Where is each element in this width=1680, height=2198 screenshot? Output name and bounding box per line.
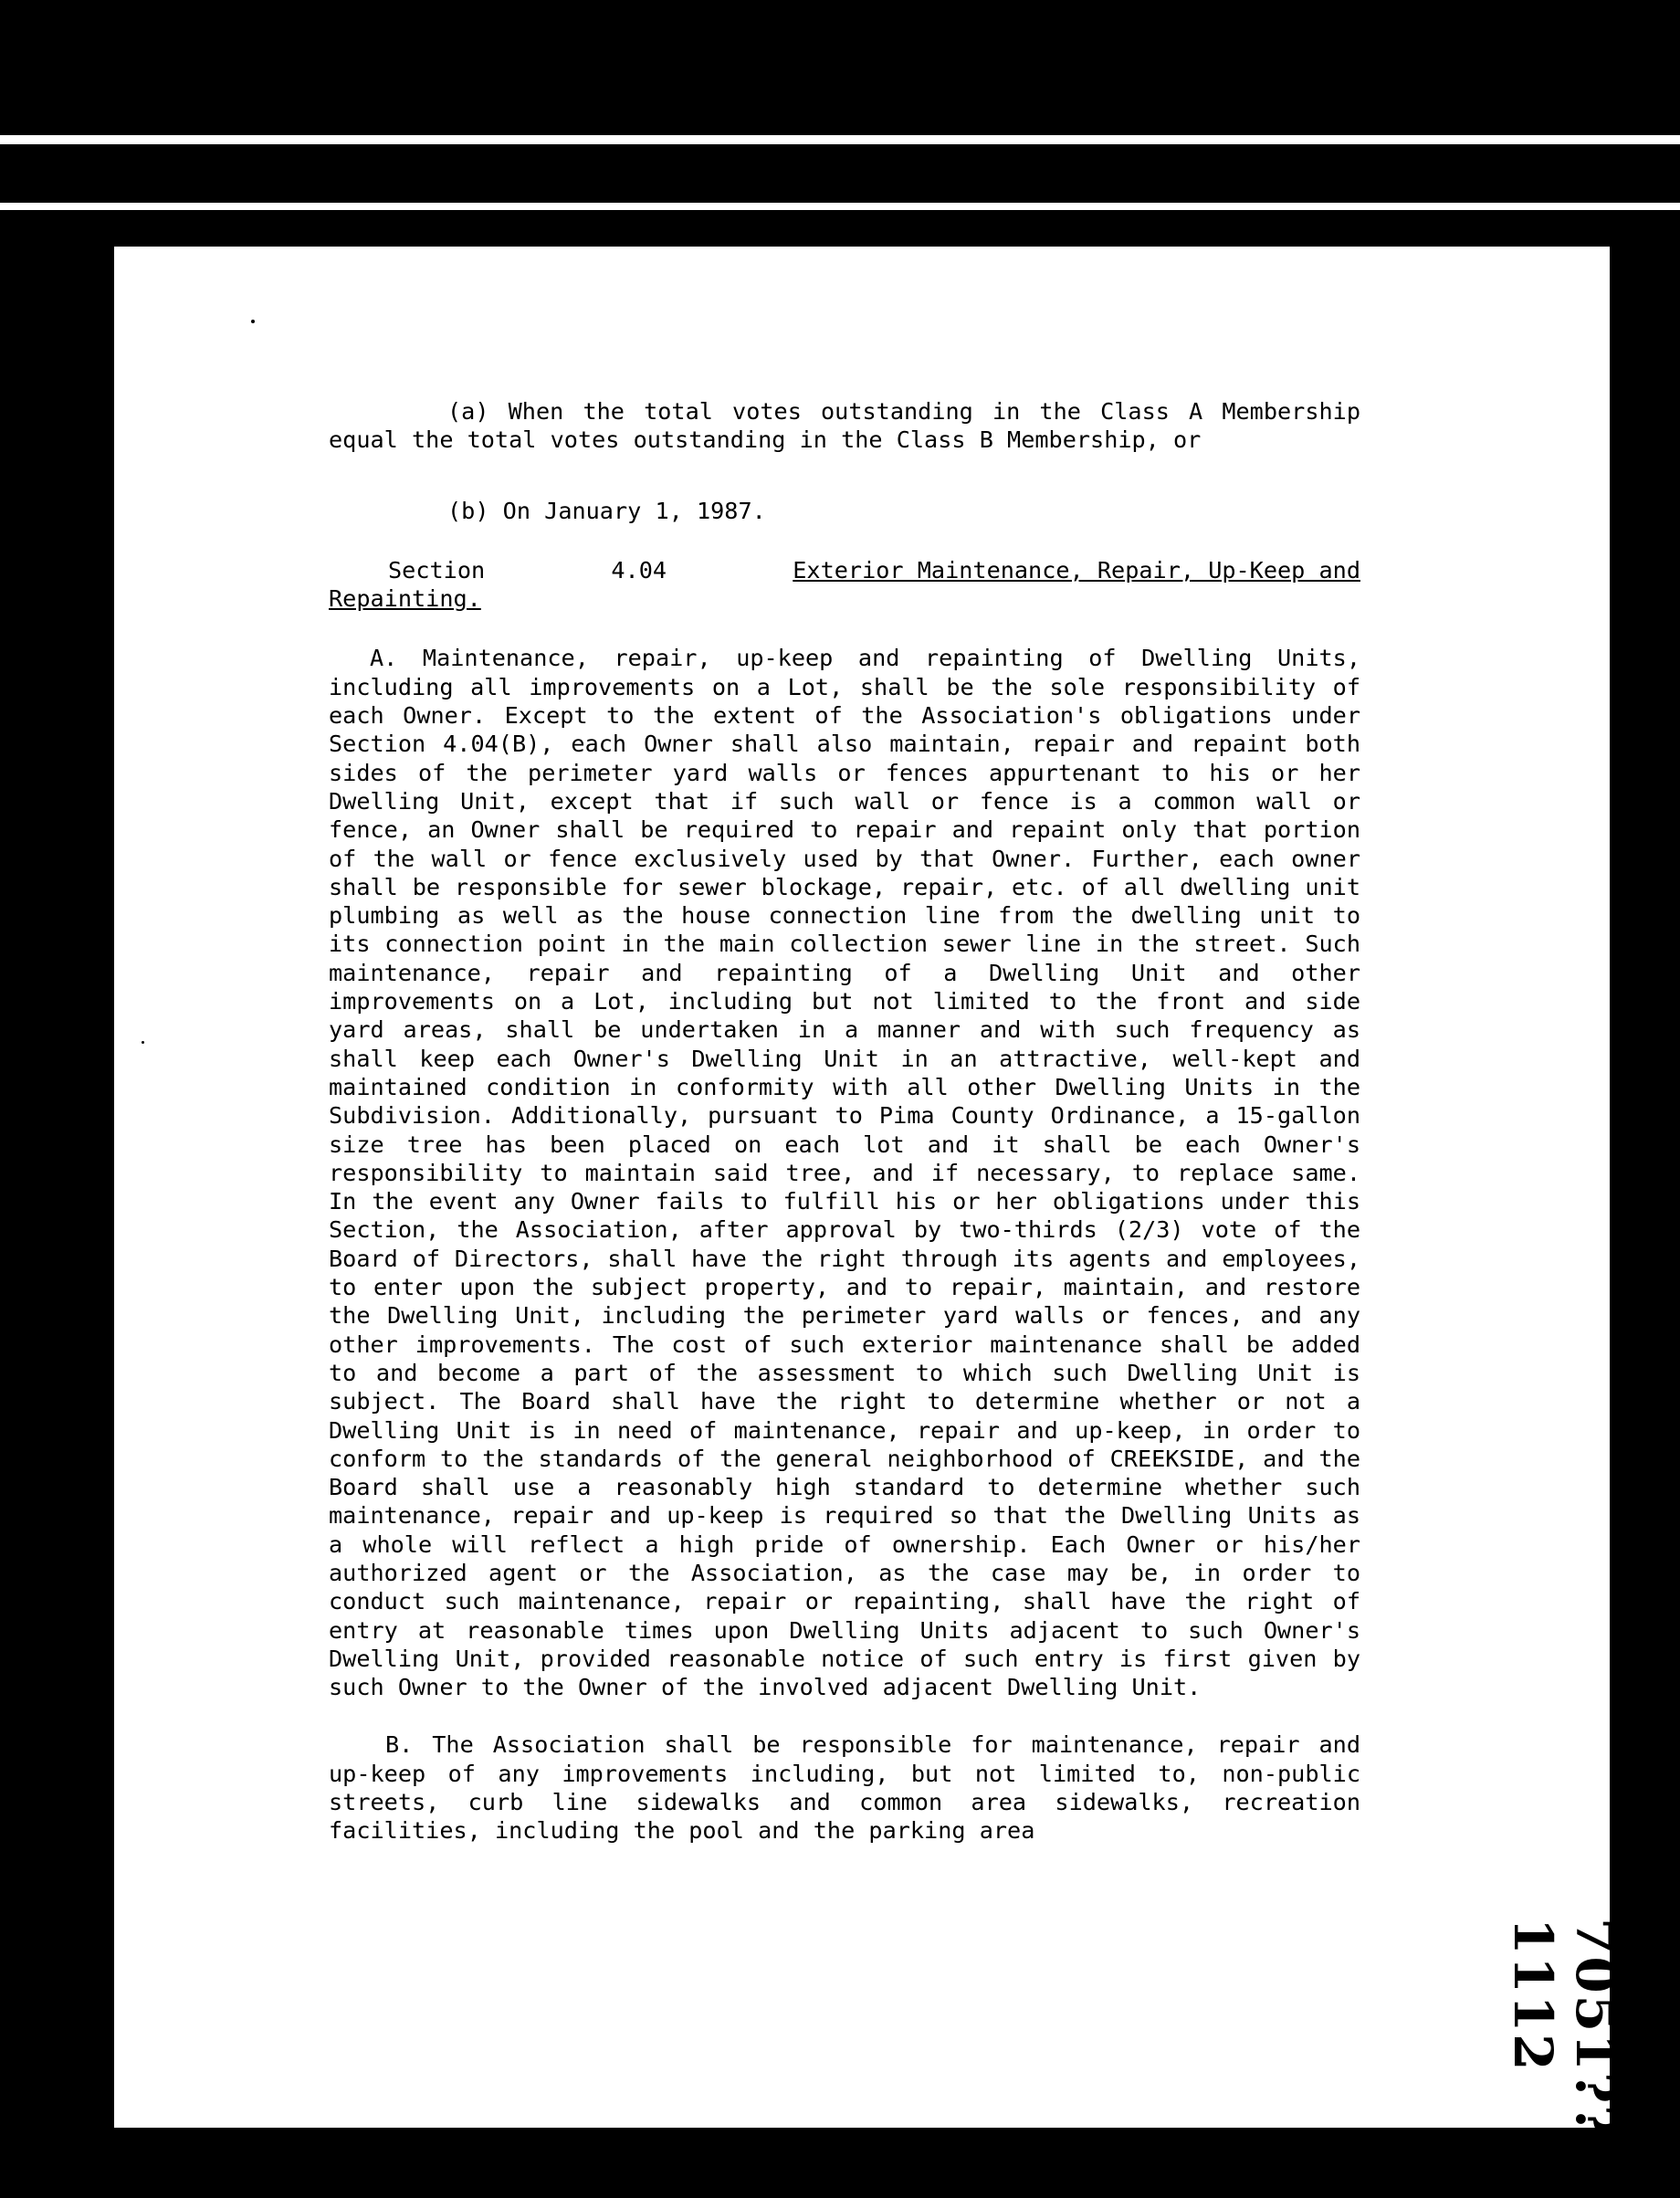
section-heading	[329, 556, 1360, 584]
scan-border-strip-lower	[0, 203, 1680, 210]
document-body	[329, 397, 1360, 1846]
clause-a: (a) When the total votes outstanding in the Class A Membership equal the total votes outstanding in the Class B Membership, or	[329, 398, 1360, 454]
subsection-b: B. The Association shall be responsible for maintenance, repair and up-keep of any improvements including, but not limited to, non-public streets, curb line sidewalks and common area sidewalks, recreation facilities, including the pool and the parking area	[329, 1731, 1360, 1845]
page-number: -11-	[833, 2171, 891, 2198]
clause-b: (b) On January 1, 1987.	[447, 497, 766, 524]
scan-speck	[142, 1041, 144, 1044]
section-title-continued: Repainting.	[329, 585, 481, 613]
document-control-stamp: 7051??1112	[1502, 1918, 1626, 2139]
scan-speck	[251, 320, 255, 323]
document-page	[114, 247, 1626, 2198]
section-number: 4.04	[611, 556, 667, 584]
subsection-a: A. Maintenance, repair, up-keep and repainting of Dwelling Units, including all improvements on a Lot, shall be the sole responsibility of each Owner. Except to the extent of the Association's obligations under Section 4.04(B), each Owner shall also maintain, repair and repaint both sides of the perimeter yard walls or fences appurtenant to his or her Dwelling Unit, except that if such wall or fence is a common wall or fence, an Owner shall be required to repair and repaint only that portion of the wall or fence exclusively used by that Owner. Further, each owner shall be responsible for sewer blockage, repair, etc. of all dwelling unit plumbing as well as the house connection line from the dwelling unit to its connection point in the main collection sewer line in the street. Such maintenance, repair and repainting of a Dwelling Unit and other improvements on a Lot, including but not limited to the front and side yard areas, shall be undertaken in a manner and with such frequency as shall keep each Owner's Dwelling Unit in an attractive, well-kept and maintained condition in conformity with all other Dwelling Units in the Subdivision. Additionally, pursuant to Pima County Ordinance, a 15-gallon size tree has been placed on each lot and it shall be each Owner's responsibility to maintain said tree, and if necessary, to replace same. In the event any Owner fails to fulfill his or her obligations under this Section, the Association, after approval by two-thirds (2/3) vote of the Board of Directors, shall have the right through its agents and employees, to enter upon the subject property, and to repair, maintain, and restore the Dwelling Unit, including the perimeter yard walls or fences, and any other improvements. The cost of such exterior maintenance shall be added to and become a part of the assessment to which such Dwelling Unit is subject. The Board shall have the right to determine whether or not a Dwelling Unit is in need of maintenance, repair and up-keep, in order to conform to the standards of the general neighborhood of CREEKSIDE, and the Board shall use a reasonably high standard to determine whether such maintenance, repair and up-keep is required so that the Dwelling Units as a whole will reflect a high pride of ownership. Each Owner or his/her authorized agent or the Association, as the case may be, in order to conduct such maintenance, repair or repainting, shall have the right of entry at reasonable times upon Dwelling Units adjacent to such Owner's Dwelling Unit, provided reasonable notice of such entry is first given by such Owner to the Owner of the involved adjacent Dwelling Unit.	[329, 645, 1360, 1701]
scan-border-strip	[0, 135, 1680, 144]
section-title: Exterior Maintenance, Repair, Up-Keep and	[793, 556, 1360, 584]
scan-speck	[1612, 1333, 1614, 1336]
section-label: Section	[388, 556, 486, 584]
